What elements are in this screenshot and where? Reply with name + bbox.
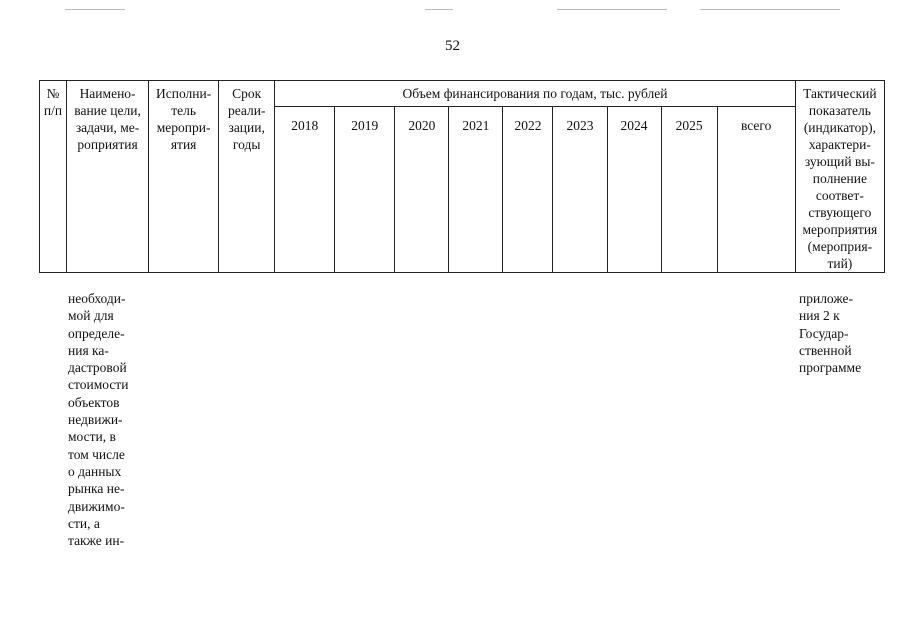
text-line: ния ка- (68, 342, 109, 358)
header-indicator: Тактический показатель (индикатор), характери-зующий вы-полнение соответ-ствующего мероприятия (мероприя-тий) (795, 81, 884, 273)
text-line: ственной (799, 342, 852, 358)
text-line: определе- (68, 325, 125, 341)
header-year-2022: 2022 (503, 107, 553, 273)
header-year-2024: 2024 (607, 107, 661, 273)
header-year-2021: 2021 (449, 107, 503, 273)
page-number: 52 (445, 38, 460, 54)
header-year-2023: 2023 (553, 107, 607, 273)
text-line: движимо- (68, 498, 125, 514)
text-line: недвижи- (68, 412, 123, 428)
header-financing-group: Объем финансирования по годам, тыс. рублей (275, 81, 796, 107)
scan-artifact-line (700, 9, 840, 10)
text-line: мости, в (68, 429, 116, 445)
text-line: том числе (68, 446, 125, 462)
text-line: стоимости (68, 377, 129, 393)
header-total: всего (717, 107, 795, 273)
text-line: о данных (68, 463, 122, 479)
financing-table (39, 80, 885, 273)
header-year-2020: 2020 (395, 107, 449, 273)
text-line: объектов (68, 394, 120, 410)
text-line: ния 2 к (799, 308, 840, 324)
header-year-2018: 2018 (275, 107, 335, 273)
text-line: дастровой (68, 360, 127, 376)
header-num: № п/п (40, 81, 67, 273)
text-line: также ин- (68, 533, 125, 549)
scan-artifact-line (557, 9, 667, 10)
text-line: необходи- (68, 291, 126, 306)
header-name: Наимено-вание цели, задачи, ме-роприятия (67, 81, 149, 273)
text-line: Государ- (799, 325, 849, 341)
header-term: Срок реали-зации, годы (219, 81, 275, 273)
continued-name-text (68, 290, 141, 549)
header-year-2019: 2019 (335, 107, 395, 273)
text-line: рынка не- (68, 481, 125, 497)
text-line: мой для (68, 308, 114, 324)
text-line: приложе- (799, 291, 853, 306)
header-year-2025: 2025 (661, 107, 717, 273)
text-line: сти, а (68, 515, 100, 531)
scan-artifact-line (425, 9, 453, 10)
continued-indicator-text (799, 290, 883, 376)
header-executor: Исполни-тель меропри-ятия (149, 81, 219, 273)
text-line: программе (799, 360, 862, 376)
scan-artifact-line (65, 9, 125, 10)
